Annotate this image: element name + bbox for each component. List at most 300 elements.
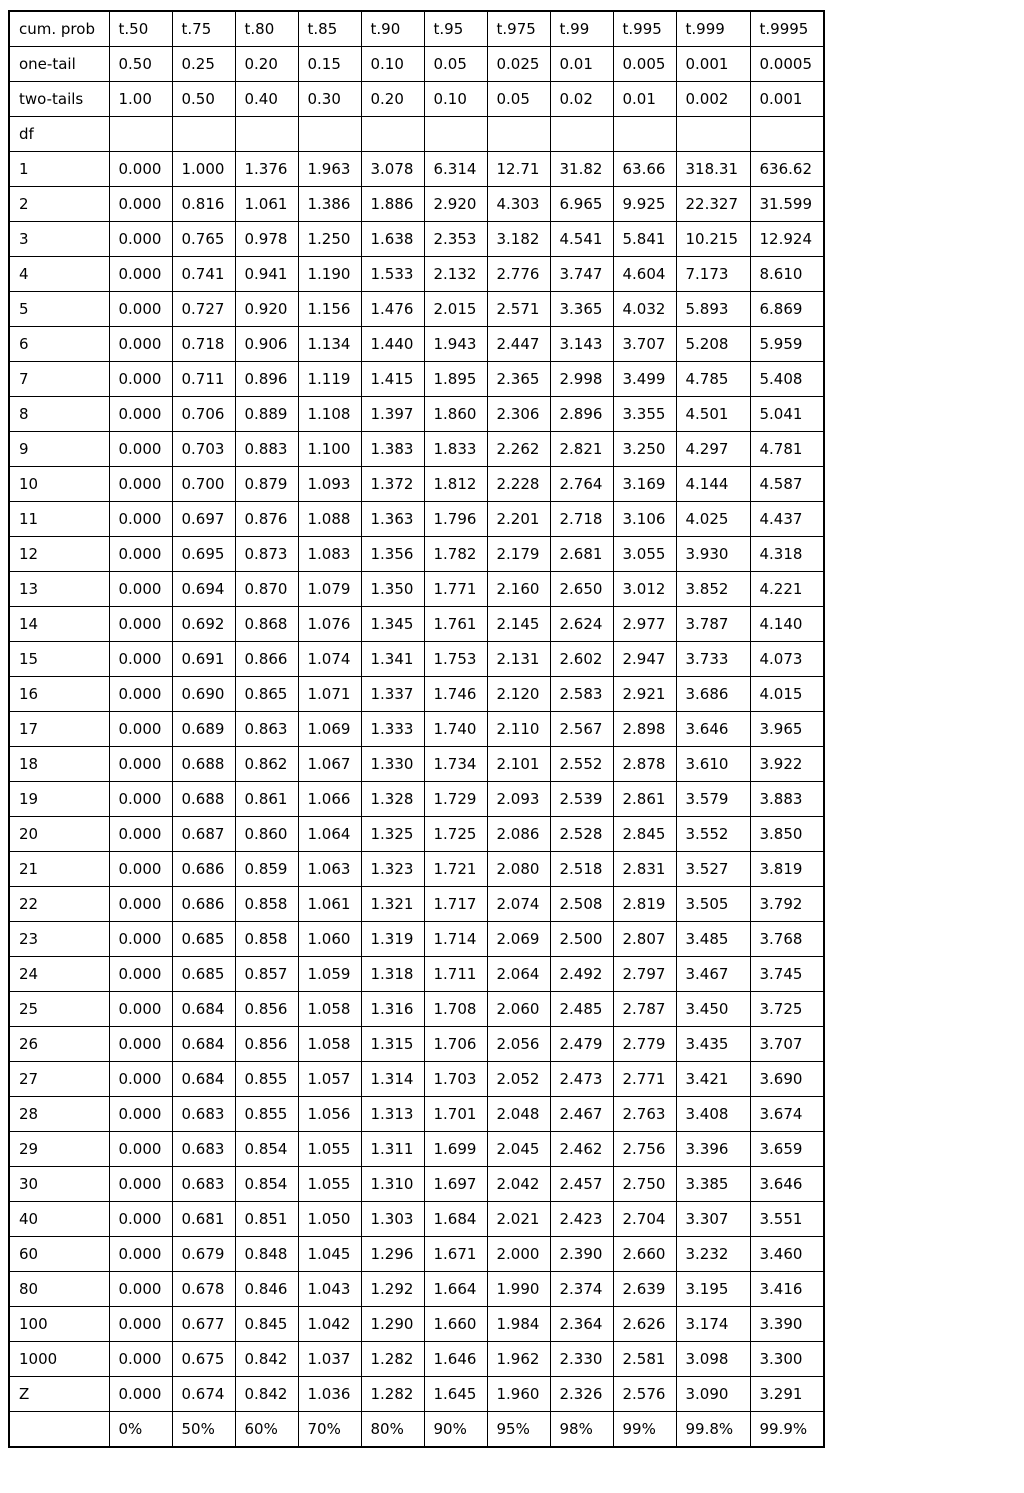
two-tails-value: 0.02 (550, 82, 613, 117)
t-critical-value: 3.365 (550, 292, 613, 327)
t-critical-value: 1.699 (424, 1132, 487, 1167)
t-critical-value: 1.057 (298, 1062, 361, 1097)
table-body (9, 11, 824, 1447)
df-data-row (9, 257, 824, 292)
t-critical-value: 1.250 (298, 222, 361, 257)
df-data-row (9, 467, 824, 502)
df-value: 27 (9, 1062, 109, 1097)
t-critical-value: 0.896 (235, 362, 298, 397)
confidence-value: 70% (298, 1412, 361, 1448)
df-value: 1000 (9, 1342, 109, 1377)
t-critical-value: 1.330 (361, 747, 424, 782)
df-value: 22 (9, 887, 109, 922)
t-critical-value: 2.920 (424, 187, 487, 222)
t-critical-value: 1.671 (424, 1237, 487, 1272)
t-critical-value: 3.852 (676, 572, 750, 607)
t-critical-value: 2.776 (487, 257, 550, 292)
t-critical-value: 0.845 (235, 1307, 298, 1342)
t-critical-value: 0.000 (109, 327, 172, 362)
t-critical-value: 2.552 (550, 747, 613, 782)
df-data-row (9, 817, 824, 852)
t-critical-value: 3.012 (613, 572, 676, 607)
t-critical-value: 3.090 (676, 1377, 750, 1412)
empty-cell (750, 117, 824, 152)
t-critical-value: 0.000 (109, 887, 172, 922)
t-critical-value: 3.291 (750, 1377, 824, 1412)
header-t-label: t.995 (613, 11, 676, 47)
t-critical-value: 0.703 (172, 432, 235, 467)
t-critical-value: 3.055 (613, 537, 676, 572)
t-critical-value: 2.120 (487, 677, 550, 712)
t-critical-value: 2.763 (613, 1097, 676, 1132)
t-critical-value: 3.686 (676, 677, 750, 712)
one-tail-value: 0.50 (109, 47, 172, 82)
t-critical-value: 3.421 (676, 1062, 750, 1097)
t-critical-value: 2.500 (550, 922, 613, 957)
header-row (9, 11, 824, 47)
two-tails-value: 0.50 (172, 82, 235, 117)
t-critical-value: 0.873 (235, 537, 298, 572)
t-critical-value: 31.82 (550, 152, 613, 187)
t-critical-value: 0.889 (235, 397, 298, 432)
t-critical-value: 1.796 (424, 502, 487, 537)
df-data-row (9, 222, 824, 257)
t-critical-value: 0.684 (172, 1027, 235, 1062)
header-t-label: t.85 (298, 11, 361, 47)
t-critical-value: 1.093 (298, 467, 361, 502)
t-critical-value: 0.941 (235, 257, 298, 292)
df-value: 19 (9, 782, 109, 817)
t-critical-value: 8.610 (750, 257, 824, 292)
confidence-value: 50% (172, 1412, 235, 1448)
t-critical-value: 1.323 (361, 852, 424, 887)
t-critical-value: 1.066 (298, 782, 361, 817)
t-critical-value: 2.771 (613, 1062, 676, 1097)
t-critical-value: 1.740 (424, 712, 487, 747)
t-critical-value: 3.883 (750, 782, 824, 817)
t-critical-value: 2.571 (487, 292, 550, 327)
t-critical-value: 6.965 (550, 187, 613, 222)
t-critical-value: 0.863 (235, 712, 298, 747)
t-critical-value: 0.000 (109, 817, 172, 852)
t-critical-value: 2.528 (550, 817, 613, 852)
t-critical-value: 0.000 (109, 992, 172, 1027)
df-data-row (9, 1272, 824, 1307)
t-critical-value: 3.078 (361, 152, 424, 187)
confidence-value: 80% (361, 1412, 424, 1448)
t-critical-value: 4.032 (613, 292, 676, 327)
t-critical-value: 0.000 (109, 257, 172, 292)
t-critical-value: 3.792 (750, 887, 824, 922)
t-critical-value: 3.355 (613, 397, 676, 432)
t-critical-value: 3.499 (613, 362, 676, 397)
t-critical-value: 4.303 (487, 187, 550, 222)
t-critical-value: 0.000 (109, 607, 172, 642)
t-critical-value: 2.718 (550, 502, 613, 537)
t-critical-value: 3.745 (750, 957, 824, 992)
t-critical-value: 0.000 (109, 957, 172, 992)
one-tail-value: 0.15 (298, 47, 361, 82)
t-critical-value: 1.714 (424, 922, 487, 957)
t-critical-value: 3.527 (676, 852, 750, 887)
t-critical-value: 0.000 (109, 152, 172, 187)
t-critical-value: 0.855 (235, 1097, 298, 1132)
df-value: 9 (9, 432, 109, 467)
t-critical-value: 1.059 (298, 957, 361, 992)
header-t-label: t.50 (109, 11, 172, 47)
t-critical-value: 1.345 (361, 607, 424, 642)
t-critical-value: 2.228 (487, 467, 550, 502)
t-critical-value: 2.660 (613, 1237, 676, 1272)
empty-cell (487, 117, 550, 152)
t-critical-value: 2.052 (487, 1062, 550, 1097)
t-critical-value: 2.779 (613, 1027, 676, 1062)
t-critical-value: 2.374 (550, 1272, 613, 1307)
t-critical-value: 3.690 (750, 1062, 824, 1097)
t-critical-value: 2.390 (550, 1237, 613, 1272)
df-value: 29 (9, 1132, 109, 1167)
df-value: 21 (9, 852, 109, 887)
confidence-value: 99.8% (676, 1412, 750, 1448)
t-critical-value: 2.508 (550, 887, 613, 922)
df-data-row (9, 712, 824, 747)
t-critical-value: 1.386 (298, 187, 361, 222)
t-critical-value: 0.695 (172, 537, 235, 572)
t-critical-value: 2.821 (550, 432, 613, 467)
t-critical-value: 318.31 (676, 152, 750, 187)
header-cum-prob: cum. prob (9, 11, 109, 47)
t-critical-value: 2.364 (550, 1307, 613, 1342)
t-critical-value: 2.000 (487, 1237, 550, 1272)
t-critical-value: 4.073 (750, 642, 824, 677)
t-critical-value: 0.866 (235, 642, 298, 677)
df-value: 5 (9, 292, 109, 327)
t-critical-value: 2.681 (550, 537, 613, 572)
t-critical-value: 2.447 (487, 327, 550, 362)
t-critical-value: 0.690 (172, 677, 235, 712)
empty-cell (361, 117, 424, 152)
t-critical-value: 2.896 (550, 397, 613, 432)
df-data-row (9, 992, 824, 1027)
t-critical-value: 1.333 (361, 712, 424, 747)
two-tails-value: 0.10 (424, 82, 487, 117)
t-critical-value: 1.076 (298, 607, 361, 642)
t-critical-value: 3.169 (613, 467, 676, 502)
df-header-row (9, 117, 824, 152)
t-critical-value: 0.883 (235, 432, 298, 467)
df-value: 15 (9, 642, 109, 677)
t-critical-value: 1.812 (424, 467, 487, 502)
t-critical-value: 2.131 (487, 642, 550, 677)
df-value: Z (9, 1377, 109, 1412)
t-critical-value: 1.321 (361, 887, 424, 922)
t-critical-value: 2.704 (613, 1202, 676, 1237)
two-tails-label: two-tails (9, 82, 109, 117)
t-critical-value: 2.048 (487, 1097, 550, 1132)
t-critical-value: 1.282 (361, 1342, 424, 1377)
t-critical-value: 0.000 (109, 187, 172, 222)
empty-cell (172, 117, 235, 152)
t-critical-value: 3.725 (750, 992, 824, 1027)
two-tails-value: 0.001 (750, 82, 824, 117)
t-critical-value: 0.000 (109, 397, 172, 432)
t-critical-value: 2.626 (613, 1307, 676, 1342)
t-critical-value: 1.660 (424, 1307, 487, 1342)
t-critical-value: 1.045 (298, 1237, 361, 1272)
t-critical-value: 1.717 (424, 887, 487, 922)
t-critical-value: 2.201 (487, 502, 550, 537)
t-critical-value: 2.457 (550, 1167, 613, 1202)
t-critical-value: 0.688 (172, 782, 235, 817)
t-critical-value: 1.397 (361, 397, 424, 432)
t-critical-value: 0.851 (235, 1202, 298, 1237)
t-critical-value: 1.316 (361, 992, 424, 1027)
t-critical-value: 2.074 (487, 887, 550, 922)
t-critical-value: 3.768 (750, 922, 824, 957)
t-critical-value: 0.000 (109, 432, 172, 467)
df-value: 17 (9, 712, 109, 747)
t-critical-value: 4.144 (676, 467, 750, 502)
df-data-row (9, 642, 824, 677)
t-critical-value: 1.703 (424, 1062, 487, 1097)
t-critical-value: 1.292 (361, 1272, 424, 1307)
t-critical-value: 4.297 (676, 432, 750, 467)
df-data-row (9, 1237, 824, 1272)
t-critical-value: 2.042 (487, 1167, 550, 1202)
t-critical-value: 2.576 (613, 1377, 676, 1412)
t-critical-value: 1.943 (424, 327, 487, 362)
df-data-row (9, 432, 824, 467)
t-critical-value: 3.396 (676, 1132, 750, 1167)
t-critical-value: 1.315 (361, 1027, 424, 1062)
t-critical-value: 2.467 (550, 1097, 613, 1132)
t-critical-value: 0.862 (235, 747, 298, 782)
t-critical-value: 0.706 (172, 397, 235, 432)
t-critical-value: 5.041 (750, 397, 824, 432)
t-critical-value: 1.100 (298, 432, 361, 467)
empty-cell (424, 117, 487, 152)
df-value: 40 (9, 1202, 109, 1237)
two-tails-value: 0.40 (235, 82, 298, 117)
t-critical-value: 4.587 (750, 467, 824, 502)
t-critical-value: 2.093 (487, 782, 550, 817)
confidence-value: 0% (109, 1412, 172, 1448)
t-critical-value: 0.000 (109, 642, 172, 677)
t-critical-value: 9.925 (613, 187, 676, 222)
confidence-value: 95% (487, 1412, 550, 1448)
t-critical-value: 1.383 (361, 432, 424, 467)
df-data-row (9, 1027, 824, 1062)
t-critical-value: 1.533 (361, 257, 424, 292)
df-data-row (9, 747, 824, 782)
t-critical-value: 1.734 (424, 747, 487, 782)
t-critical-value: 0.674 (172, 1377, 235, 1412)
t-critical-value: 1.645 (424, 1377, 487, 1412)
t-critical-value: 0.000 (109, 1342, 172, 1377)
t-critical-value: 2.473 (550, 1062, 613, 1097)
t-critical-value: 3.965 (750, 712, 824, 747)
t-critical-value: 1.886 (361, 187, 424, 222)
t-critical-value: 1.058 (298, 1027, 361, 1062)
t-critical-value: 2.845 (613, 817, 676, 852)
t-critical-value: 2.160 (487, 572, 550, 607)
df-data-row (9, 1132, 824, 1167)
df-value: 100 (9, 1307, 109, 1342)
t-critical-value: 2.898 (613, 712, 676, 747)
t-critical-value: 0.906 (235, 327, 298, 362)
t-critical-value: 636.62 (750, 152, 824, 187)
t-critical-value: 1.119 (298, 362, 361, 397)
t-critical-value: 2.485 (550, 992, 613, 1027)
empty-cell (235, 117, 298, 152)
df-data-row (9, 537, 824, 572)
t-critical-value: 1.064 (298, 817, 361, 852)
df-data-row (9, 572, 824, 607)
df-data-row (9, 292, 824, 327)
t-critical-value: 1.746 (424, 677, 487, 712)
t-critical-value: 31.599 (750, 187, 824, 222)
t-critical-value: 3.552 (676, 817, 750, 852)
t-critical-value: 4.604 (613, 257, 676, 292)
t-critical-value: 0.868 (235, 607, 298, 642)
t-critical-value: 0.978 (235, 222, 298, 257)
t-critical-value: 4.140 (750, 607, 824, 642)
t-critical-value: 1.990 (487, 1272, 550, 1307)
t-critical-value: 2.086 (487, 817, 550, 852)
t-critical-value: 1.037 (298, 1342, 361, 1377)
t-critical-value: 1.314 (361, 1062, 424, 1097)
header-t-label: t.9995 (750, 11, 824, 47)
t-critical-value: 3.174 (676, 1307, 750, 1342)
t-critical-value: 3.819 (750, 852, 824, 887)
t-critical-value: 3.922 (750, 747, 824, 782)
t-critical-value: 2.639 (613, 1272, 676, 1307)
t-critical-value: 1.061 (298, 887, 361, 922)
empty-cell (613, 117, 676, 152)
t-critical-value: 7.173 (676, 257, 750, 292)
t-critical-value: 1.310 (361, 1167, 424, 1202)
t-critical-value: 0.000 (109, 922, 172, 957)
df-value: 30 (9, 1167, 109, 1202)
t-critical-value: 2.750 (613, 1167, 676, 1202)
t-critical-value: 1.646 (424, 1342, 487, 1377)
one-tail-label: one-tail (9, 47, 109, 82)
t-critical-value: 1.753 (424, 642, 487, 677)
t-critical-value: 0.000 (109, 852, 172, 887)
df-data-row (9, 922, 824, 957)
t-critical-value: 0.000 (109, 1027, 172, 1062)
t-critical-value: 0.686 (172, 852, 235, 887)
t-critical-value: 0.855 (235, 1062, 298, 1097)
df-value: 16 (9, 677, 109, 712)
t-critical-value: 1.962 (487, 1342, 550, 1377)
df-value: 2 (9, 187, 109, 222)
t-critical-value: 3.659 (750, 1132, 824, 1167)
header-t-label: t.975 (487, 11, 550, 47)
t-critical-value: 1.960 (487, 1377, 550, 1412)
df-value: 20 (9, 817, 109, 852)
t-critical-value: 0.859 (235, 852, 298, 887)
t-critical-value: 1.060 (298, 922, 361, 957)
t-critical-value: 1.061 (235, 187, 298, 222)
one-tail-value: 0.005 (613, 47, 676, 82)
t-critical-value: 0.920 (235, 292, 298, 327)
t-critical-value: 1.088 (298, 502, 361, 537)
one-tail-value: 0.01 (550, 47, 613, 82)
df-data-row (9, 152, 824, 187)
t-critical-value: 3.707 (613, 327, 676, 362)
t-critical-value: 3.143 (550, 327, 613, 362)
t-critical-value: 1.706 (424, 1027, 487, 1062)
df-header-label: df (9, 117, 109, 152)
df-data-row (9, 397, 824, 432)
t-critical-value: 2.878 (613, 747, 676, 782)
t-critical-value: 1.190 (298, 257, 361, 292)
t-critical-value: 0.700 (172, 467, 235, 502)
t-critical-value: 1.000 (172, 152, 235, 187)
t-critical-value: 1.356 (361, 537, 424, 572)
one-tail-value: 0.0005 (750, 47, 824, 82)
t-critical-value: 2.306 (487, 397, 550, 432)
t-critical-value: 3.098 (676, 1342, 750, 1377)
t-critical-value: 0.711 (172, 362, 235, 397)
header-t-label: t.90 (361, 11, 424, 47)
t-critical-value: 0.694 (172, 572, 235, 607)
t-critical-value: 0.848 (235, 1237, 298, 1272)
t-critical-value: 1.782 (424, 537, 487, 572)
t-critical-value: 2.262 (487, 432, 550, 467)
t-critical-value: 2.831 (613, 852, 676, 887)
t-critical-value: 1.050 (298, 1202, 361, 1237)
df-data-row (9, 1097, 824, 1132)
t-critical-value: 2.819 (613, 887, 676, 922)
t-critical-value: 1.318 (361, 957, 424, 992)
t-critical-value: 0.718 (172, 327, 235, 362)
t-critical-value: 3.408 (676, 1097, 750, 1132)
t-critical-value: 2.064 (487, 957, 550, 992)
t-distribution-table (8, 10, 825, 1448)
t-critical-value: 1.708 (424, 992, 487, 1027)
t-critical-value: 2.807 (613, 922, 676, 957)
t-critical-value: 1.069 (298, 712, 361, 747)
t-critical-value: 1.108 (298, 397, 361, 432)
t-critical-value: 2.330 (550, 1342, 613, 1377)
df-data-row (9, 1167, 824, 1202)
t-critical-value: 4.318 (750, 537, 824, 572)
t-critical-value: 0.683 (172, 1132, 235, 1167)
t-critical-value: 0.000 (109, 1062, 172, 1097)
t-critical-value: 2.977 (613, 607, 676, 642)
t-critical-value: 1.350 (361, 572, 424, 607)
t-critical-value: 0.675 (172, 1342, 235, 1377)
df-data-row (9, 887, 824, 922)
t-critical-value: 2.015 (424, 292, 487, 327)
t-critical-value: 3.733 (676, 642, 750, 677)
t-critical-value: 1.372 (361, 467, 424, 502)
t-critical-value: 1.055 (298, 1167, 361, 1202)
one-tail-row (9, 47, 824, 82)
t-critical-value: 0.865 (235, 677, 298, 712)
t-critical-value: 0.684 (172, 992, 235, 1027)
t-critical-value: 0.000 (109, 1272, 172, 1307)
t-critical-value: 5.208 (676, 327, 750, 362)
one-tail-value: 0.025 (487, 47, 550, 82)
t-critical-value: 0.000 (109, 1237, 172, 1272)
t-critical-value: 0.842 (235, 1342, 298, 1377)
t-critical-value: 0.858 (235, 887, 298, 922)
confidence-value: 90% (424, 1412, 487, 1448)
t-critical-value: 0.689 (172, 712, 235, 747)
